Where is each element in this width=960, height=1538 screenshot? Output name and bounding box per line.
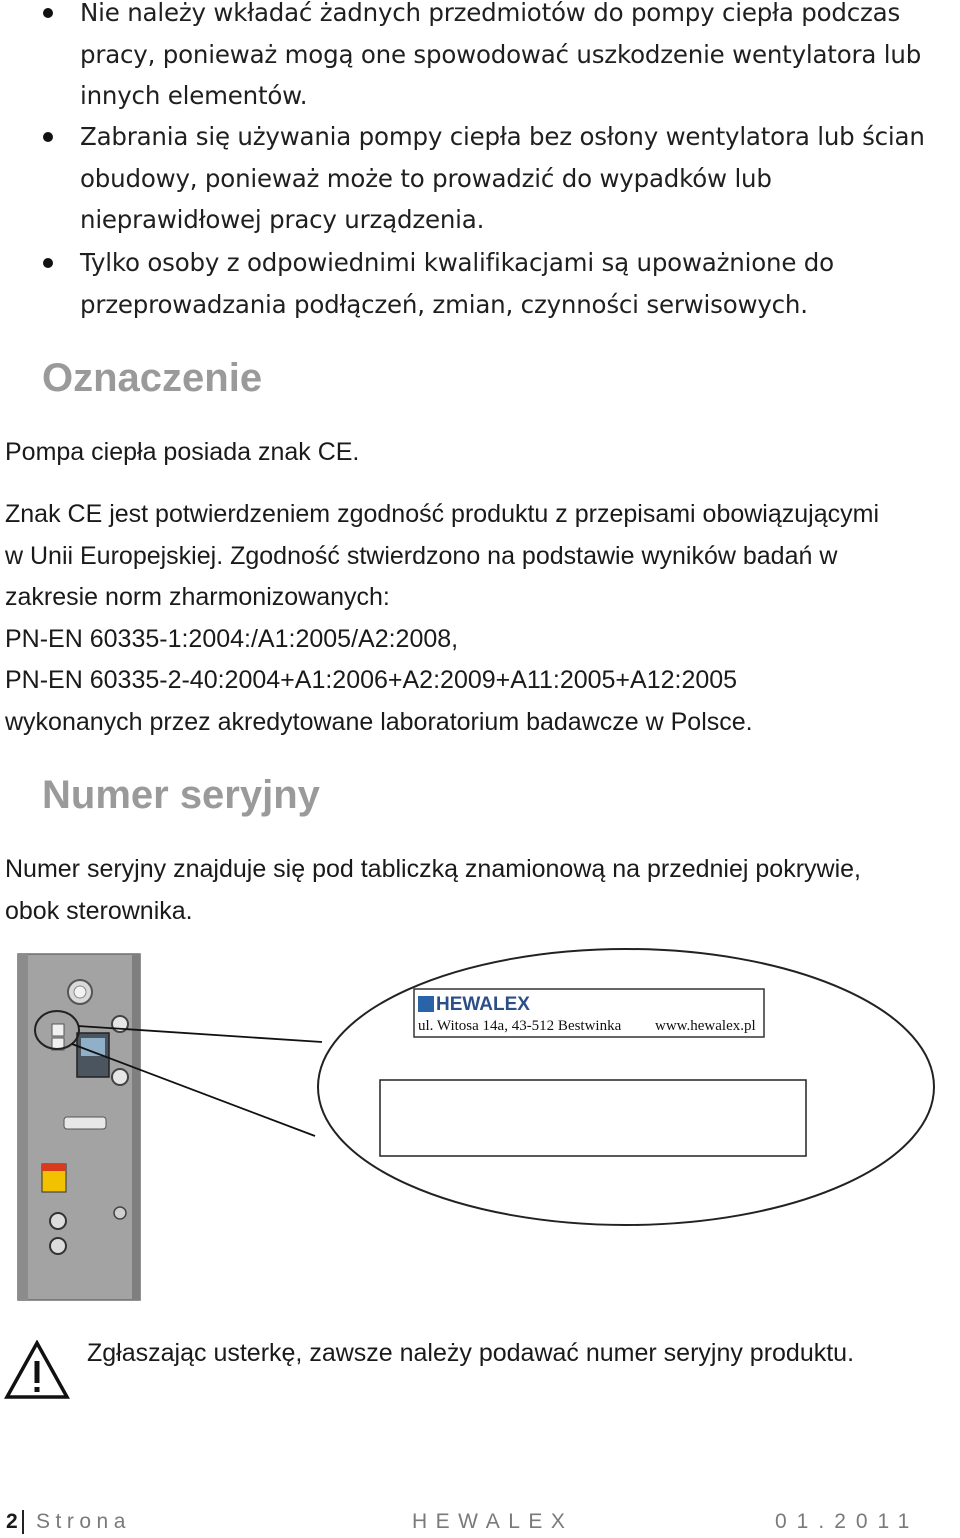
bullet-item-qualified — [80, 242, 940, 325]
warning-message: Zgłaszając usterkę, zawsze należy podawać numer seryjny produktu. — [87, 1339, 855, 1367]
hewalex-logo-icon — [418, 996, 434, 1012]
bullet-line: pracy, ponieważ mogą one spowodować uszkodzenie wentylatora lub — [80, 39, 922, 69]
bullet-line: przeprowadzania podłączeń, zmian, czynności serwisowych. — [80, 289, 808, 319]
serial-number-box — [380, 1080, 806, 1156]
ce-conformity-paragraph — [5, 494, 950, 743]
paragraph-line: Znak CE jest potwierdzeniem zgodność produktu z przepisami obowiązującymi — [5, 500, 880, 528]
heat-pump-device-illustration — [18, 954, 140, 1300]
footer-company: HEWALEX — [412, 1510, 574, 1533]
paragraph-line: zakresie norm zharmonizowanych: — [5, 583, 390, 611]
paragraph-line: Numer seryjny znajduje się pod tabliczką znamionową na przedniej pokrywie, — [5, 855, 861, 883]
paragraph-line: wykonanych przez akredytowane laboratorium badawcze w Polsce. — [5, 707, 753, 736]
paragraph-line: obok sterownika. — [5, 896, 193, 925]
page-word: Strona — [36, 1510, 131, 1533]
nameplate-address: ul. Witosa 14a, 43-512 Bestwinka — [418, 1018, 622, 1034]
device-figure — [0, 940, 960, 1320]
bullet-line: Nie należy wkładać żadnych przedmiotów do pompy ciepła podczas — [80, 0, 901, 27]
footer-date: 01.2011 — [775, 1510, 920, 1533]
bullet-dot-icon — [43, 8, 53, 18]
warning-triangle-icon — [4, 1340, 70, 1400]
heading-marking: Oznaczenie — [42, 356, 263, 400]
footer-separator — [22, 1510, 24, 1534]
page-number: 2 — [6, 1510, 18, 1533]
bullet-dot-icon — [43, 258, 53, 268]
bullet-line: innych elementów. — [80, 81, 308, 110]
bullet-line: nieprawidłowej pracy urządzenia. — [80, 205, 485, 234]
serial-number-paragraph — [5, 849, 950, 932]
paragraph-line: PN-EN 60335-2-40:2004+A1:2006+A2:2009+A11:2005+A12:2005 — [5, 666, 738, 694]
bullet-line: Tylko osoby z odpowiednimi kwalifikacjami są upoważnione do — [80, 248, 834, 277]
heading-serial-number: Numer seryjny — [42, 773, 320, 817]
bullet-item-no-objects — [80, 0, 940, 117]
ce-statement-text: Pompa ciepła posiada znak CE. — [5, 438, 360, 466]
bullet-dot-icon — [43, 132, 53, 142]
paragraph-line: w Unii Europejskiej. Zgodność stwierdzono na podstawie wyników badań w — [5, 541, 838, 570]
bullet-item-no-cover — [80, 116, 940, 241]
nameplate — [414, 989, 764, 1037]
ce-statement — [5, 432, 950, 474]
paragraph-line: PN-EN 60335-1:2004:/A1:2005/A2:2008, — [5, 624, 459, 653]
bullet-line: obudowy, ponieważ może to prowadzić do wypadków lub — [80, 163, 772, 193]
nameplate-website: www.hewalex.pl — [655, 1018, 756, 1034]
page-footer — [0, 1506, 960, 1538]
nameplate-brand: HEWALEX — [436, 994, 530, 1015]
bullet-line: Zabrania się używania pompy ciepła bez osłony wentylatora lub ścian — [80, 122, 925, 151]
